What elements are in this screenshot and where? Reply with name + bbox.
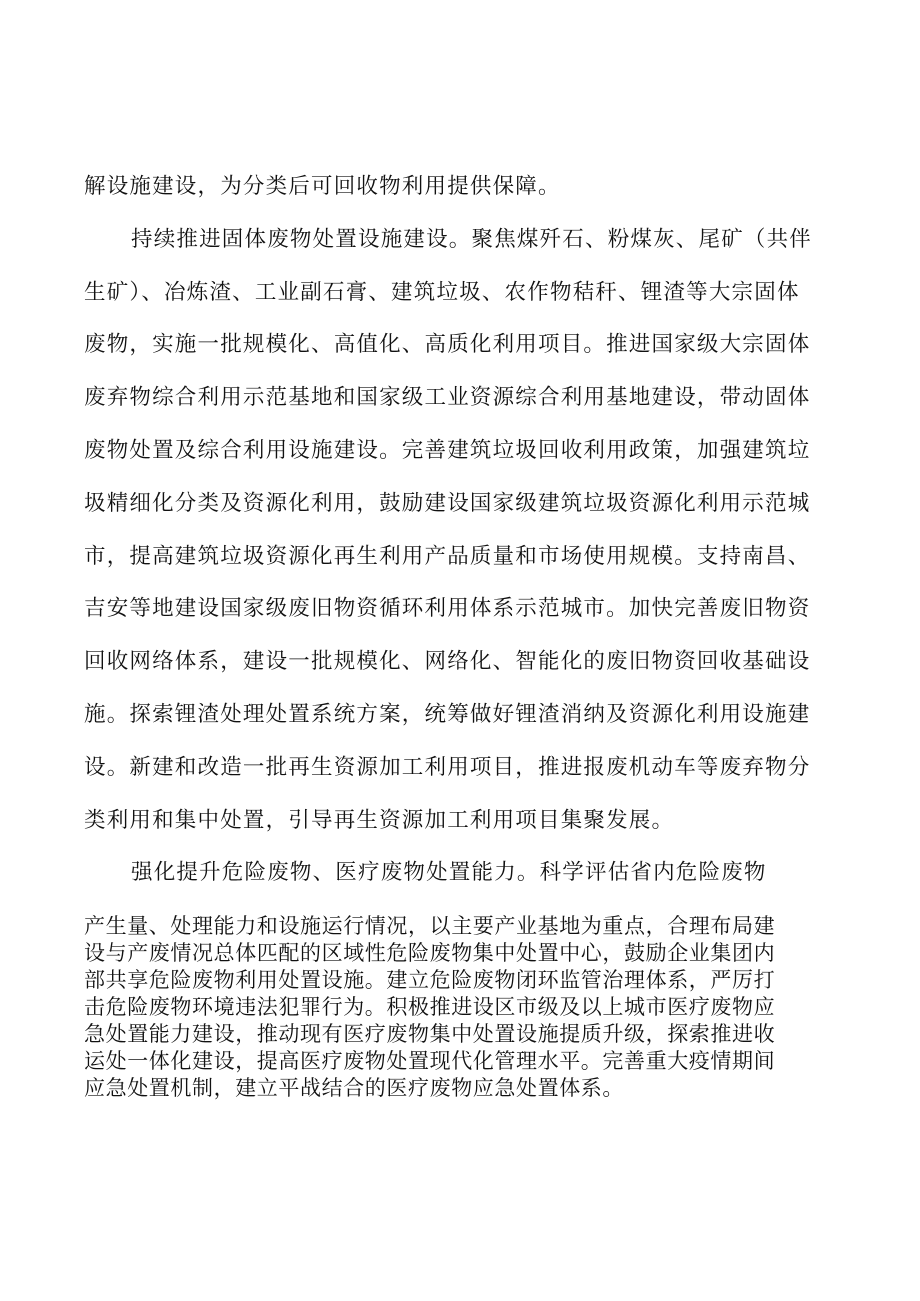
text-line: 施。探索锂渣处理处置系统方案，统筹做好锂渣消纳及资源化利用设施建 [84, 702, 811, 727]
text-line: 设与产废情况总体匹配的区域性危险废物集中处置中心，鼓励企业集团内 [84, 941, 776, 965]
text-line: 圾精细化分类及资源化利用，鼓励建设国家级建筑垃圾资源化利用示范城 [84, 491, 811, 516]
text-line: 运处一体化建设，提高医疗废物处置现代化管理水平。完善重大疫情期间 [84, 1049, 776, 1073]
text-line: 急处置能力建设，推动现有医疗废物集中处置设施提质升级，探索推进收 [84, 1022, 776, 1046]
text-line: 市，提高建筑垃圾资源化再生利用产品质量和市场使用规模。支持南昌、 [84, 544, 811, 569]
paragraph-start-line: 强化提升危险废物、医疗废物处置能力。科学评估省内危险废物 [131, 860, 767, 885]
text-line: 废物，实施一批规模化、高值化、高质化利用项目。推进国家级大宗固体 [84, 332, 811, 357]
text-line: 废弃物综合利用示范基地和国家级工业资源综合利用基地建设，带动固体 [84, 385, 811, 410]
text-line: 部共享危险废物利用处置设施。建立危险废物闭环监管治理体系，严厉打 [84, 968, 776, 992]
text-line: 生矿）、冶炼渣、工业副石膏、建筑垃圾、农作物秸秆、锂渣等大宗固体 [84, 280, 800, 305]
text-line: 废物处置及综合利用设施建设。完善建筑垃圾回收利用政策，加强建筑垃 [84, 438, 811, 463]
text-line: 产生量、处理能力和设施运行情况，以主要产业基地为重点，合理布局建 [84, 914, 776, 938]
text-line: 设。新建和改造一批再生资源加工利用项目，推进报废机动车等废弃物分 [84, 755, 811, 780]
text-line: 应急处置机制，建立平战结合的医疗废物应急处置体系。 [84, 1076, 624, 1100]
text-line: 吉安等地建设国家级废旧物资循环利用体系示范城市。加快完善废旧物资 [84, 596, 811, 621]
text-line: 解设施建设，为分类后可回收物利用提供保障。 [84, 174, 561, 199]
text-line: 击危险废物环境违法犯罪行为。积极推进设区市级及以上城市医疗废物应 [84, 995, 776, 1019]
paragraph-start-line: 持续推进固体废物处置设施建设。聚焦煤歼石、粉煤灰、尾矿（共伴 [131, 227, 813, 252]
text-line: 类利用和集中处置，引导再生资源加工利用项目集聚发展。 [84, 808, 675, 833]
text-line: 回收网络体系，建设一批规模化、网络化、智能化的废旧物资回收基础设 [84, 649, 811, 674]
